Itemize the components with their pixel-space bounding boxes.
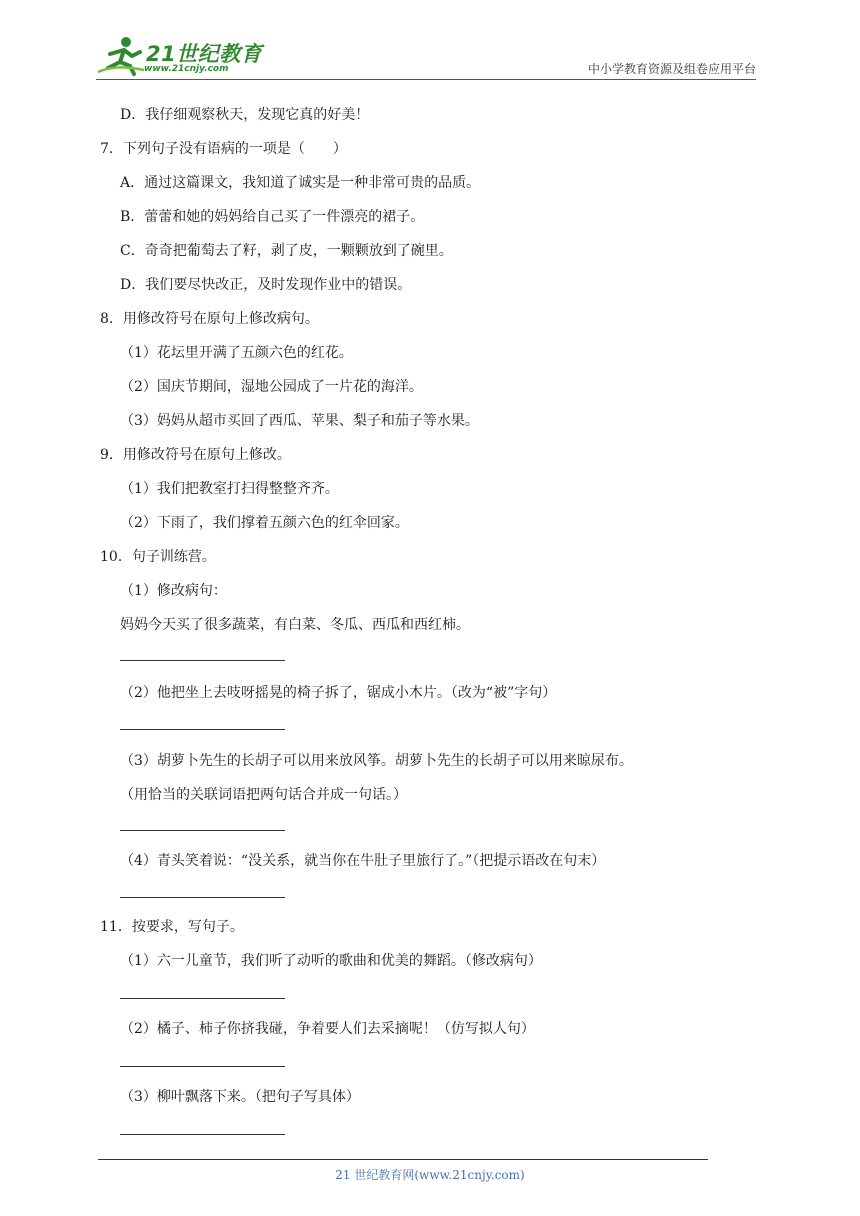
q10-item-2: （2）他把坐上去吱呀摇晃的椅子拆了，锯成小木片。（改为“被”字句）: [120, 685, 557, 701]
q10-stem: 10．句子训练营。: [100, 549, 216, 565]
q6-option-d: D．我仔细观察秋天，发现它真的好美！: [120, 107, 370, 123]
q8-stem: 8．用修改符号在原句上修改病句。: [100, 311, 319, 327]
answer-line[interactable]: [120, 660, 285, 661]
q8-item-1: （1）花坛里开满了五颜六色的红花。: [120, 345, 353, 361]
q10-item-1: （1）修改病句：: [120, 583, 227, 599]
q10-item-3-note: （用恰当的关联词语把两句话合并成一句话。）: [120, 787, 407, 803]
q9-item-1: （1）我们把教室打扫得整整齐齐。: [120, 481, 339, 497]
q9-stem: 9．用修改符号在原句上修改。: [100, 447, 291, 463]
q10-item-1-text: 妈妈今天买了很多蔬菜，有白菜、冬瓜、西瓜和西红柿。: [120, 617, 470, 633]
q10-item-3: （3）胡萝卜先生的长胡子可以用来放风筝。胡萝卜先生的长胡子可以用来晾尿布。: [120, 753, 633, 769]
logo-text: 21世纪教育: [146, 42, 263, 66]
answer-line[interactable]: [120, 1134, 285, 1135]
answer-line[interactable]: [120, 830, 285, 831]
q8-item-2: （2）国庆节期间，湿地公园成了一片花的海洋。: [120, 379, 423, 395]
q11-item-2: （2）橘子、柿子你挤我碰，争着要人们去采摘呢！（仿写拟人句）: [120, 1021, 535, 1037]
q10-item-4: （4）青头笑着说：“没关系，就当你在牛肚子里旅行了。”（把提示语改在句末）: [120, 853, 606, 869]
q11-item-1: （1）六一儿童节，我们听了动听的歌曲和优美的舞蹈。（修改病句）: [120, 953, 542, 969]
platform-label: 中小学教育资源及组卷应用平台: [587, 62, 756, 76]
footer-text[interactable]: 21 世纪教育网(www.21cnjy.com): [335, 1168, 525, 1182]
q11-item-3: （3）柳叶飘落下来。（把句子写具体）: [120, 1089, 360, 1105]
q7-option-c: C．奇奇把葡萄去了籽，剥了皮，一颗颗放到了碗里。: [120, 243, 453, 259]
logo: [96, 34, 266, 76]
q9-item-2: （2）下雨了，我们撑着五颜六色的红伞回家。: [120, 515, 409, 531]
q7-stem: 7．下列句子没有语病的一项是（ ）: [100, 141, 347, 157]
answer-line[interactable]: [120, 998, 285, 999]
q7-option-d: D．我们要尽快改正，及时发现作业中的错误。: [120, 277, 412, 293]
page-header: [96, 32, 756, 80]
logo-url: www.21cnjy.com: [144, 64, 229, 74]
header-divider: [96, 79, 756, 80]
q8-item-3: （3）妈妈从超市买回了西瓜、苹果、梨子和茄子等水果。: [120, 413, 479, 429]
footer-divider: [98, 1159, 708, 1160]
q7-option-b: B．蕾蕾和她的妈妈给自己买了一件漂亮的裙子。: [120, 209, 425, 225]
q7-option-a: A．通过这篇课文，我知道了诚实是一种非常可贵的品质。: [120, 175, 481, 191]
runner-logo-icon: [96, 34, 148, 76]
q11-stem: 11．按要求，写句子。: [100, 919, 244, 935]
answer-line[interactable]: [120, 729, 285, 730]
answer-line[interactable]: [120, 897, 285, 898]
answer-line[interactable]: [120, 1066, 285, 1067]
